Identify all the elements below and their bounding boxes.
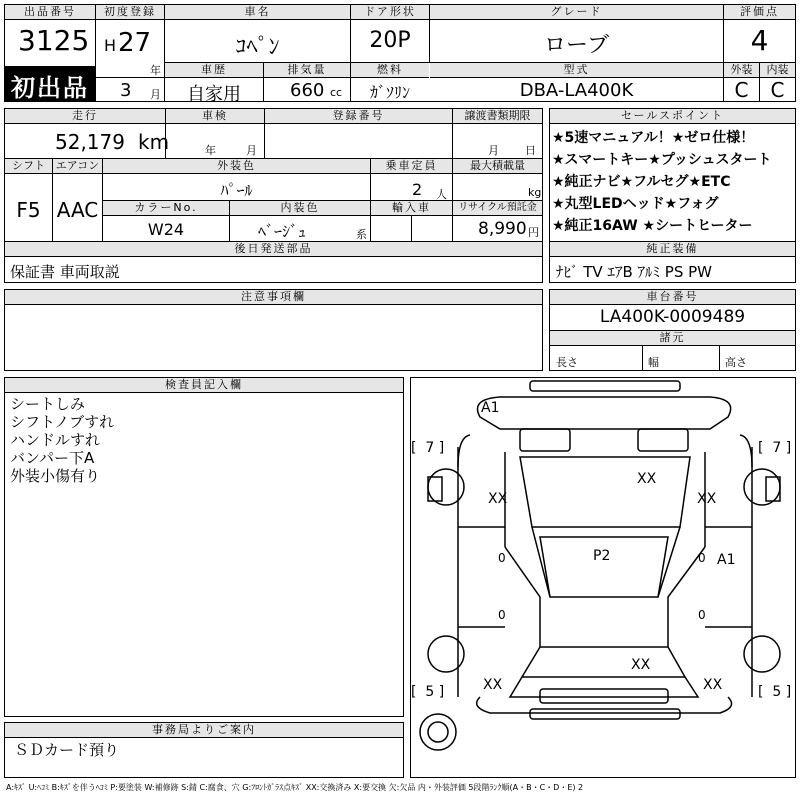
car-diagram <box>410 377 796 778</box>
transfer-header: 譲渡書類期限 <box>453 109 542 124</box>
tire-front-left: 7 <box>425 440 435 456</box>
mileage-unit: km <box>138 130 170 154</box>
legend: A:ｷｽﾞ U:ﾍｺﾐ B:ｷｽﾞを伴うﾍｺﾐ P:要塗装 W:補修跡 S:錆 C:腐食、穴 G:ﾌﾛﾝﾄｶﾞﾗｽ点ｷｽﾞ XX:交換済み X:要交換 欠:欠品 内・外装評価 5段階ﾗﾝｸ順(A・B・C・D・E) 2 <box>6 783 584 792</box>
load-unit: kg <box>528 186 542 199</box>
car-name-header: 車名 <box>165 5 350 20</box>
shift: F5 <box>16 198 41 222</box>
capacity: 2 <box>412 180 423 199</box>
year: 27 <box>118 28 152 58</box>
interior-header: 内装 <box>760 63 795 78</box>
height-label: 高さ <box>725 356 747 369</box>
first-reg-header: 初度登録 <box>96 5 164 20</box>
office-note: ＳＤカード預り <box>14 741 120 759</box>
inspector-line-1: シートしみ <box>10 395 86 413</box>
displacement: 660 <box>290 80 325 101</box>
load-header: 最大積載量 <box>453 159 542 174</box>
mark-right-rear-door: A1 <box>717 552 736 568</box>
mark-front-left-fender: XX <box>488 491 508 507</box>
year-unit: 年 <box>150 64 161 77</box>
dims-header: 諸元 <box>550 331 795 346</box>
mark-roof: P2 <box>593 548 611 564</box>
color-no-header: カラーNo. <box>103 201 229 216</box>
mark-front-bumper: A1 <box>481 400 500 416</box>
chassis-header: 車台番号 <box>550 290 795 305</box>
mark-rear-right-fender: XX <box>703 677 723 693</box>
width-label: 幅 <box>648 356 659 369</box>
tire-front-right-bracket: [ 7 ] <box>758 440 792 456</box>
tire-rear-left: 5 <box>425 684 435 700</box>
transfer-day-unit: 日 <box>525 144 536 157</box>
fuel-header: 燃料 <box>351 63 429 78</box>
tire-front-left-bracket: [ 7 ] <box>411 440 445 456</box>
tire-rear-right-bracket: [ 5 ] <box>758 684 792 700</box>
interior-grade: C <box>770 78 785 102</box>
grade: ローブ <box>544 33 609 58</box>
transfer-month-unit: 月 <box>488 144 499 157</box>
mileage-header: 走行 <box>5 109 165 124</box>
ac: AAC <box>56 198 99 222</box>
interior-color-suffix: 系 <box>356 228 367 241</box>
fuel: ｶﾞｿﾘﾝ <box>369 83 410 102</box>
plate-header: 登録番号 <box>265 109 452 124</box>
capacity-unit: 人 <box>436 188 447 201</box>
grade-header: グレード <box>430 5 723 20</box>
later-parts-header: 後日発送部品 <box>5 242 542 257</box>
lot-number: 3125 <box>18 24 90 57</box>
recycle: 8,990 <box>478 219 527 239</box>
displacement-header: 排気量 <box>264 63 350 78</box>
color-no: W24 <box>147 220 185 239</box>
history-header: 車歴 <box>165 63 263 78</box>
mark-front-right-fender: XX <box>697 491 717 507</box>
mark-rear-left-fender: XX <box>483 677 503 693</box>
mark-left-rear-sill: 0 <box>498 608 506 622</box>
model-header: 型式 <box>430 63 723 78</box>
capacity-header: 乗車定員 <box>371 159 452 174</box>
score: 4 <box>750 24 769 57</box>
inspection-year-unit: 年 <box>205 144 216 157</box>
recycle-header: リサイクル預託金 <box>453 201 542 216</box>
interior-color-header: 内装色 <box>230 201 370 216</box>
exterior-grade: C <box>734 78 749 102</box>
inspector-line-3: ハンドルすれ <box>10 431 101 449</box>
mark-trunk: XX <box>631 657 651 673</box>
mark-hood: XX <box>637 471 657 487</box>
recycle-unit: 円 <box>528 226 539 239</box>
tire-rear-left-bracket: [ 5 ] <box>411 684 445 700</box>
mark-left-sill: 0 <box>498 551 506 565</box>
first-listing-text: 初出品 <box>11 74 89 102</box>
import-header: 輸入車 <box>371 201 452 216</box>
sales-point-1: ★5速マニュアル！★ゼロ仕様！ <box>552 130 755 146</box>
sales-point-4: ★丸型LEDヘッド★フォグ <box>552 196 719 212</box>
notes-header: 注意事項欄 <box>5 290 542 305</box>
tire-front-right: 7 <box>772 440 782 456</box>
exterior-color-header: 外装色 <box>103 159 370 174</box>
score-header: 評価点 <box>724 5 795 20</box>
inspector-line-5: 外装小傷有り <box>10 467 101 485</box>
tire-rear-right: 5 <box>772 684 782 700</box>
inspector-line-4: バンパー下A <box>10 449 95 467</box>
chassis-number: LA400K-0009489 <box>599 307 746 327</box>
door-type: 20P <box>369 28 411 53</box>
sales-point-5: ★純正16AW ★シートヒーター <box>552 218 753 234</box>
later-parts: 保証書 車両取説 <box>10 263 120 281</box>
mark-right-rear-sill: 0 <box>698 608 706 622</box>
era: H <box>104 36 117 55</box>
ac-header: エアコン <box>53 159 102 174</box>
inspection-header: 車検 <box>166 109 264 124</box>
mileage: 52,179 <box>55 130 125 154</box>
lot-number-header: 出品番号 <box>5 5 95 20</box>
sales-point-3: ★純正ナビ★フルセグ★ETC <box>552 174 731 190</box>
equipment: ﾅﾋﾞ TV ｴｱB ｱﾙﾐ PS PW <box>556 263 712 281</box>
shift-header: シフト <box>5 159 52 174</box>
equipment-header: 純正装備 <box>550 242 795 257</box>
inspection-month-unit: 月 <box>246 144 257 157</box>
exterior-header: 外装 <box>724 63 759 78</box>
model: DBA-LA400K <box>519 80 634 101</box>
month-unit: 月 <box>150 88 161 101</box>
inspector-line-2: シフトノブすれ <box>10 413 115 431</box>
exterior-color: ﾊﾟｰﾙ <box>220 181 253 200</box>
car-name: ｺﾍﾟﾝ <box>235 35 280 60</box>
month: 3 <box>120 80 132 101</box>
mark-right-sill: 0 <box>698 551 706 565</box>
length-label: 長さ <box>556 356 578 369</box>
displacement-unit: cc <box>330 86 343 99</box>
office-header: 事務局よりご案内 <box>5 723 403 738</box>
sales-point-2: ★スマートキー★プッシュスタート <box>552 152 772 168</box>
inspector-header: 検査員記入欄 <box>5 378 403 393</box>
history: 自家用 <box>187 84 241 105</box>
door-header: ドア形状 <box>351 5 429 20</box>
interior-color: ﾍﾞｰｼﾞｭ <box>258 222 307 241</box>
sales-points-header: セールスポイント <box>550 109 795 124</box>
